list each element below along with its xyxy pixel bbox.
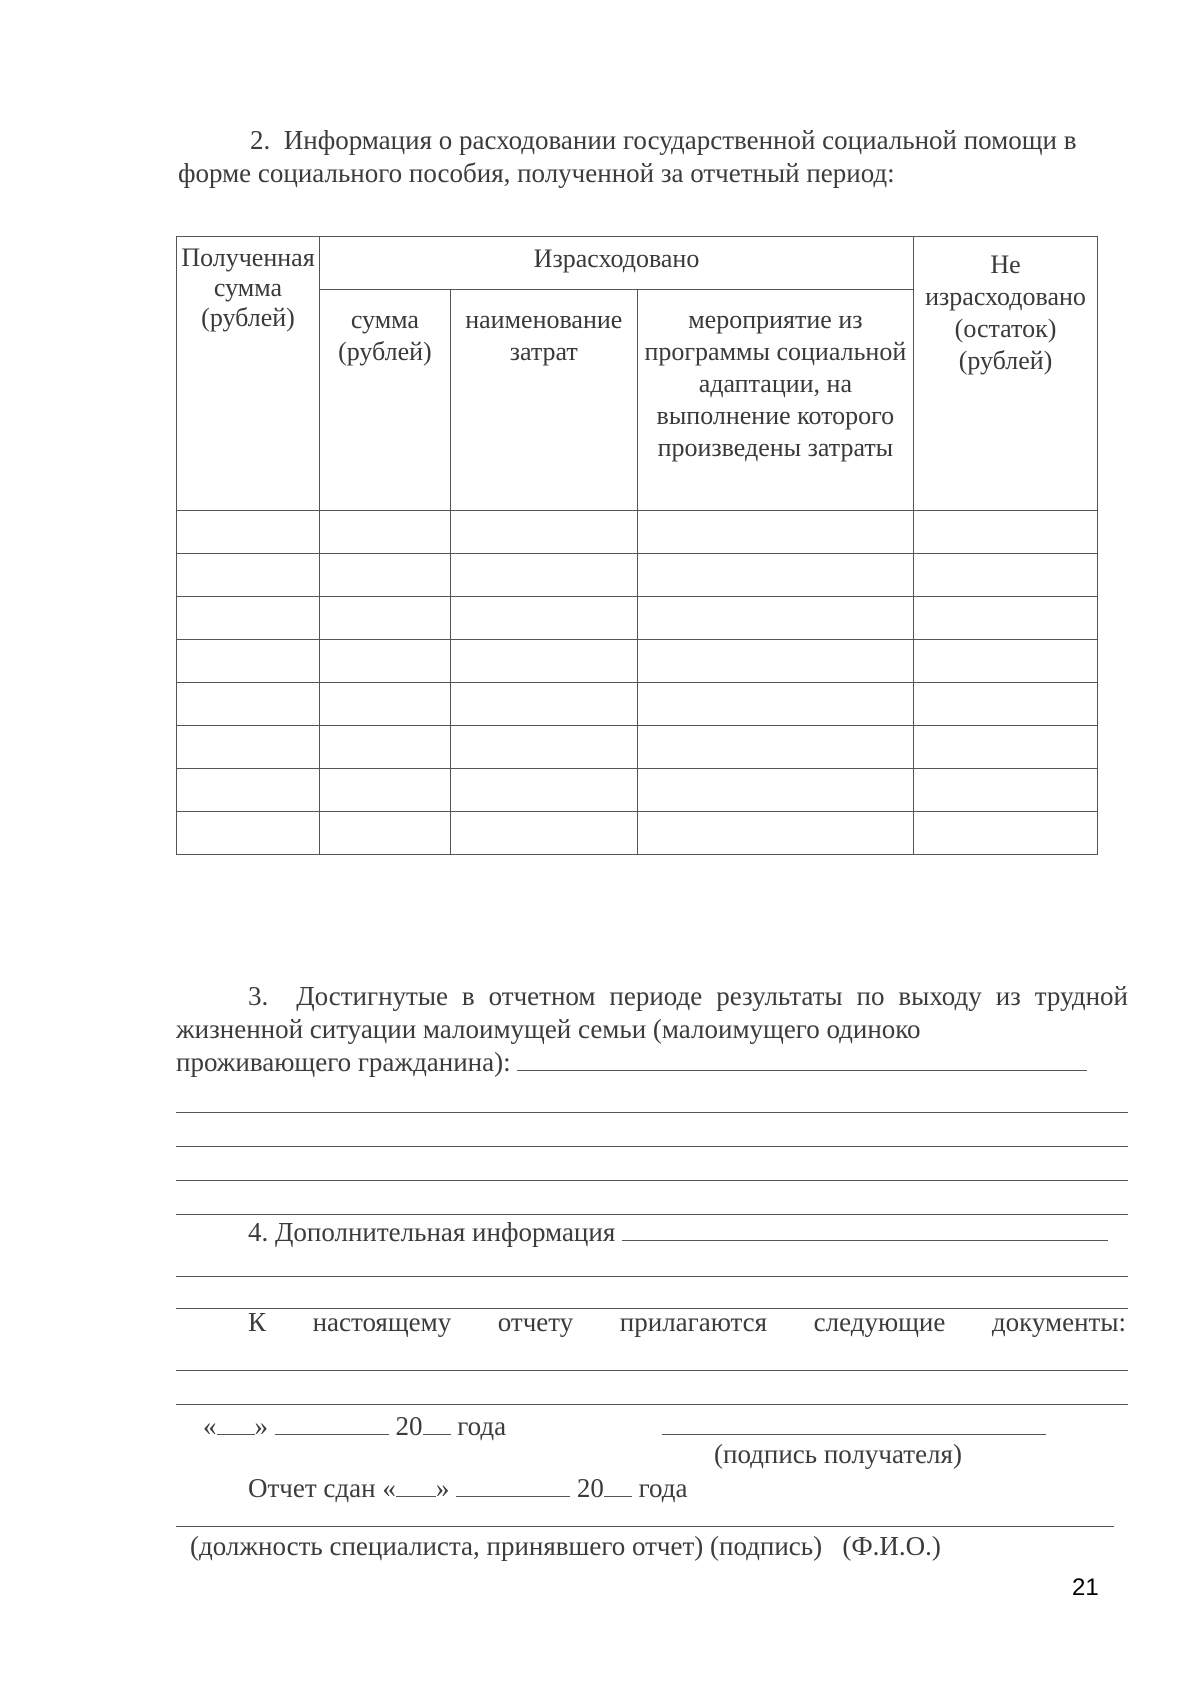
table-row (177, 554, 1098, 597)
report-month-field[interactable] (456, 1474, 570, 1497)
cell-received-amount[interactable] (177, 511, 320, 554)
cell-cost-name[interactable] (450, 597, 637, 640)
table-row (177, 726, 1098, 769)
attachments-word: документы: (991, 1307, 1126, 1337)
cell-remainder[interactable] (914, 640, 1098, 683)
report-year-prefix: 20 (576, 1473, 604, 1503)
cell-received-amount[interactable] (177, 769, 320, 812)
attachments-line (248, 1306, 1126, 1339)
section-2-paragraph (178, 124, 1133, 190)
report-day-field[interactable] (396, 1474, 436, 1497)
attachments-word: К (248, 1307, 267, 1337)
table-header-row (177, 237, 1098, 290)
cell-cost-name[interactable] (450, 812, 637, 855)
date-year-prefix: 20 (395, 1411, 423, 1441)
section-4-line (248, 1216, 1108, 1249)
cell-remainder[interactable] (914, 683, 1098, 726)
section-4-answer-line-1[interactable] (176, 1276, 1128, 1277)
header-sum: сумма (рублей) (319, 290, 450, 511)
specialist-caption: (должность специалиста, принявшего отчет) (подпись) (Ф.И.О.) (190, 1531, 941, 1561)
table-row (177, 683, 1098, 726)
cell-activity[interactable] (637, 726, 913, 769)
header-cost-name: наименование затрат (450, 290, 637, 511)
header-activity: мероприятие из программы социальной адаптации, на выполнение которого произведены затраты (637, 290, 913, 511)
cell-activity[interactable] (637, 597, 913, 640)
section-3-text-end: проживающего гражданина): (176, 1047, 511, 1077)
section-2-number: 2. (250, 125, 271, 155)
report-submitted-line (248, 1472, 687, 1505)
attachments-line-1[interactable] (176, 1370, 1128, 1371)
date-day-field[interactable] (217, 1412, 255, 1435)
section-2-text: Информация о расходовании государственной социальной помощи в форме социального пособия, полученной за отчетный период: (178, 125, 1077, 188)
attachments-word: отчету (497, 1307, 574, 1337)
recipient-signature-line[interactable] (662, 1434, 1046, 1435)
date-month-field[interactable] (275, 1412, 389, 1435)
report-submitted-label: Отчет сдан « (248, 1473, 396, 1503)
cell-sum[interactable] (319, 726, 450, 769)
cell-cost-name[interactable] (450, 769, 637, 812)
expenditure-table (176, 236, 1098, 855)
date-open-quote: « (203, 1411, 217, 1441)
cell-activity[interactable] (637, 554, 913, 597)
date-year-word: года (457, 1411, 507, 1441)
cell-received-amount[interactable] (177, 683, 320, 726)
section-3-number: 3. (248, 981, 269, 1011)
cell-sum[interactable] (319, 511, 450, 554)
date-line (203, 1410, 506, 1443)
section-3-paragraph (176, 980, 1128, 1079)
section-3-answer-line-4[interactable] (176, 1214, 1128, 1215)
page-number: 21 (1072, 1574, 1099, 1601)
cell-remainder[interactable] (914, 597, 1098, 640)
cell-received-amount[interactable] (177, 597, 320, 640)
section-4-label: 4. Дополнительная информация (248, 1217, 616, 1247)
table-row (177, 640, 1098, 683)
table-body (177, 511, 1098, 855)
header-received-amount: Полученная сумма (рублей) (177, 237, 320, 511)
cell-remainder[interactable] (914, 511, 1098, 554)
section-3-answer-line-1[interactable] (176, 1112, 1128, 1113)
table-row (177, 812, 1098, 855)
cell-activity[interactable] (637, 683, 913, 726)
attachments-word: настоящему (312, 1307, 452, 1337)
section-4-answer-field[interactable] (622, 1218, 1108, 1241)
cell-remainder[interactable] (914, 812, 1098, 855)
cell-cost-name[interactable] (450, 726, 637, 769)
section-3-answer-field[interactable] (517, 1046, 1087, 1071)
cell-activity[interactable] (637, 640, 913, 683)
attachments-word: прилагаются (619, 1307, 768, 1337)
cell-received-amount[interactable] (177, 640, 320, 683)
report-year-field[interactable] (604, 1474, 632, 1497)
cell-activity[interactable] (637, 769, 913, 812)
table-row (177, 597, 1098, 640)
table-row (177, 769, 1098, 812)
section-3-answer-line-2[interactable] (176, 1146, 1128, 1147)
cell-sum[interactable] (319, 812, 450, 855)
cell-received-amount[interactable] (177, 726, 320, 769)
cell-sum[interactable] (319, 554, 450, 597)
cell-sum[interactable] (319, 769, 450, 812)
date-close-quote: » (254, 1411, 268, 1441)
specialist-signature-line[interactable] (176, 1526, 1114, 1527)
cell-cost-name[interactable] (450, 554, 637, 597)
attachments-word: следующие (813, 1307, 946, 1337)
cell-activity[interactable] (637, 812, 913, 855)
cell-sum[interactable] (319, 640, 450, 683)
table-row (177, 511, 1098, 554)
attachments-line-2[interactable] (176, 1404, 1128, 1405)
cell-received-amount[interactable] (177, 554, 320, 597)
cell-cost-name[interactable] (450, 640, 637, 683)
cell-remainder[interactable] (914, 726, 1098, 769)
cell-sum[interactable] (319, 597, 450, 640)
cell-activity[interactable] (637, 511, 913, 554)
section-3-last-line (176, 1046, 1128, 1079)
cell-remainder[interactable] (914, 769, 1098, 812)
report-year-word: года (638, 1473, 688, 1503)
section-3-text: Достигнутые в отчетном периоде результаты по выходу из трудной жизненной ситуации малоимущей семьи (малоимущего одиноко (176, 981, 1129, 1044)
header-not-spent: Не израсходовано (остаток) (рублей) (914, 237, 1098, 511)
cell-cost-name[interactable] (450, 683, 637, 726)
date-year-field[interactable] (423, 1412, 451, 1435)
recipient-signature-caption: (подпись получателя) (714, 1439, 962, 1469)
cell-received-amount[interactable] (177, 812, 320, 855)
cell-sum[interactable] (319, 683, 450, 726)
cell-remainder[interactable] (914, 554, 1098, 597)
section-3-answer-line-3[interactable] (176, 1180, 1128, 1181)
cell-cost-name[interactable] (450, 511, 637, 554)
report-close-quote: » (435, 1473, 450, 1503)
header-spent-group: Израсходовано (319, 237, 913, 290)
